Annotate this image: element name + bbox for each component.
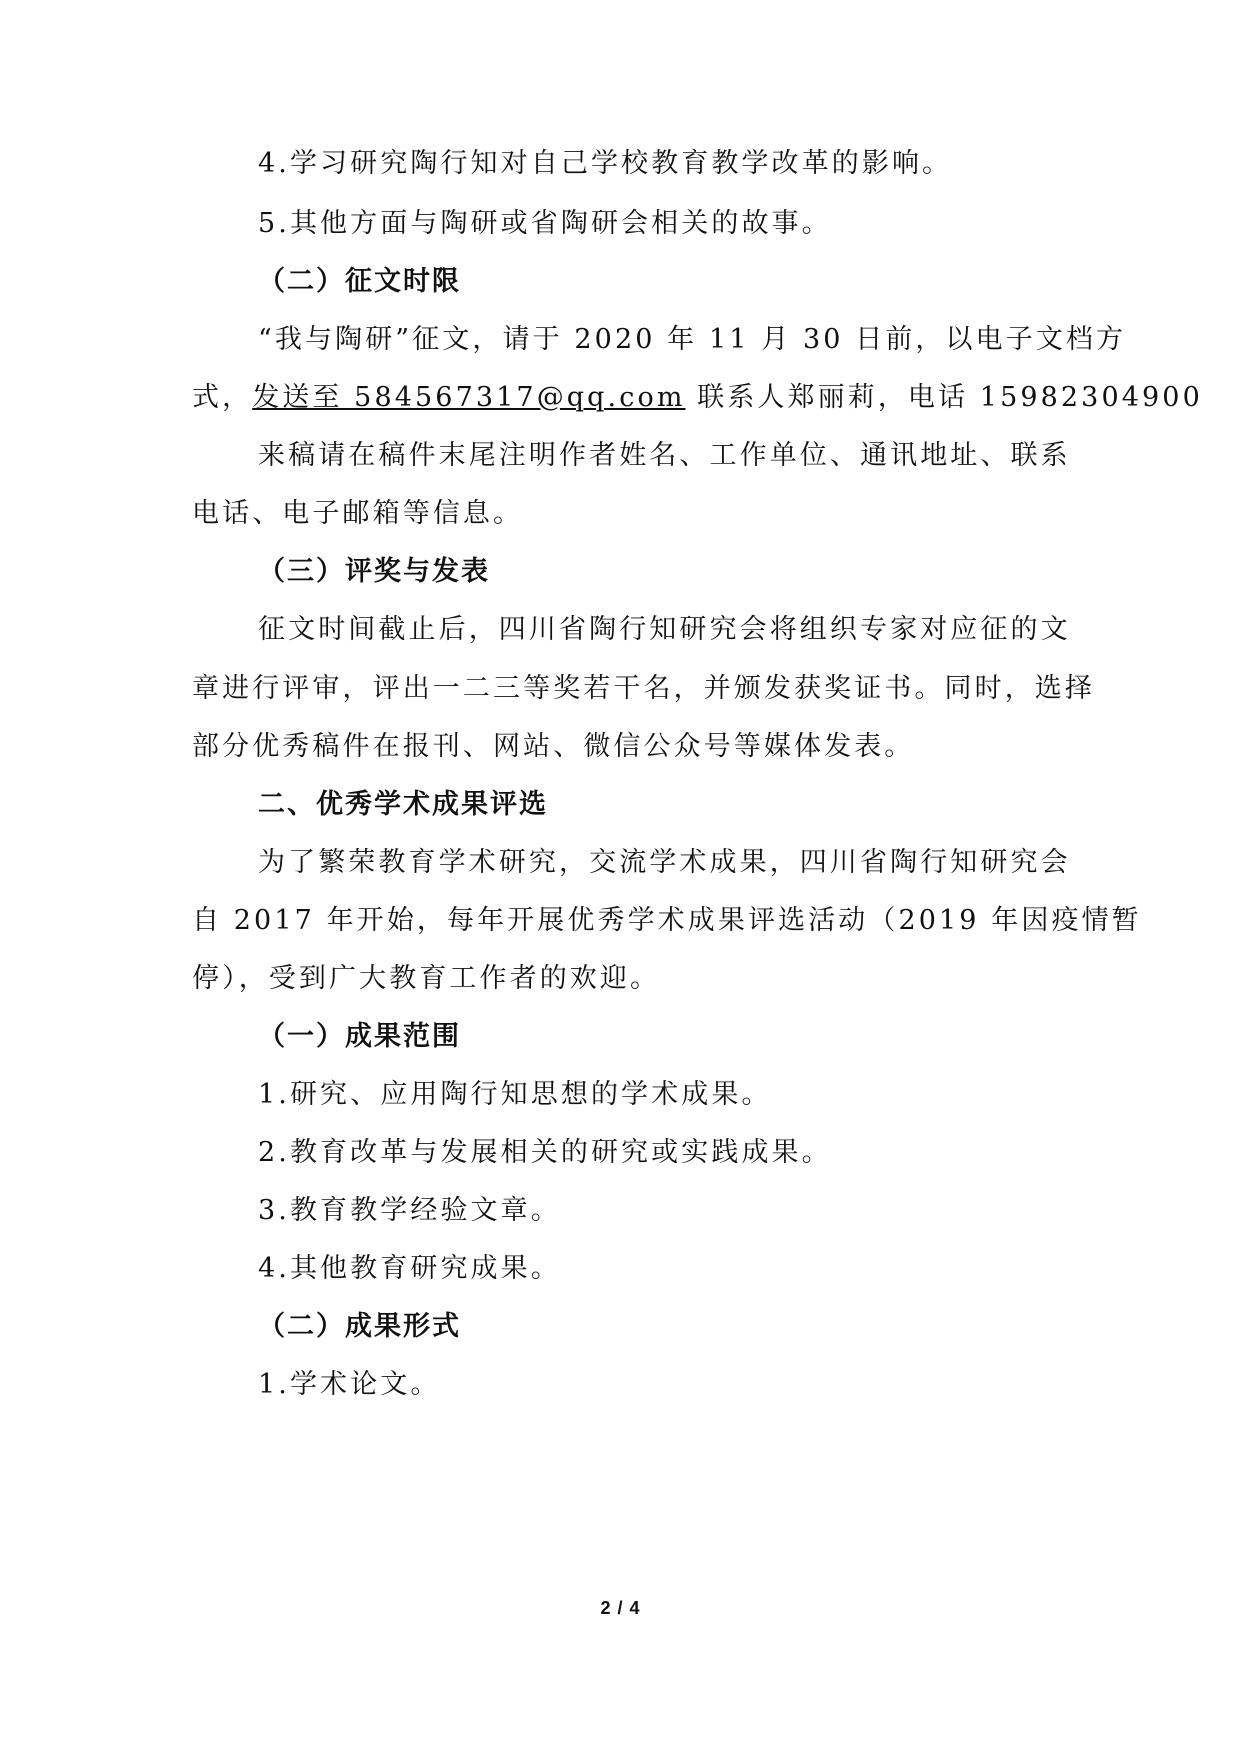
text-fragment: 式，	[192, 382, 253, 413]
paragraph-line: “我与陶研”征文，请于 2020 年 11 月 30 日前，以电子文档方	[258, 324, 1127, 355]
subsection-heading: （三）评奖与发表	[258, 556, 490, 587]
paragraph-line: 部分优秀稿件在报刊、网站、微信公众号等媒体发表。	[192, 731, 915, 762]
list-item: 1.学术论文。	[258, 1369, 441, 1400]
text-fragment: 联系人郑丽莉，电话 15982304900	[685, 382, 1203, 413]
paragraph-line: 停），受到广大教育工作者的欢迎。	[192, 963, 661, 994]
list-item: 5.其他方面与陶研或省陶研会相关的故事。	[258, 208, 832, 239]
paragraph-line: 为了繁荣教育学术研究，交流学术成果，四川省陶行知研究会	[258, 847, 1071, 878]
list-item: 3.教育教学经验文章。	[258, 1195, 561, 1226]
list-item: 4.其他教育研究成果。	[258, 1253, 561, 1284]
subsection-heading: （二）成果形式	[258, 1311, 461, 1342]
paragraph-line: 电话、电子邮箱等信息。	[192, 498, 524, 529]
list-item: 2.教育改革与发展相关的研究或实践成果。	[258, 1137, 832, 1168]
paragraph-line: 自 2017 年开始，每年开展优秀学术成果评选活动（2019 年因疫情暂	[192, 905, 1142, 936]
subsection-heading: （一）成果范围	[258, 1021, 461, 1052]
list-item: 4.学习研究陶行知对自己学校教育教学改革的影响。	[258, 148, 953, 179]
section-heading: 二、优秀学术成果评选	[258, 789, 548, 820]
list-item: 1.研究、应用陶行知思想的学术成果。	[258, 1079, 772, 1110]
paragraph-line: 来稿请在稿件末尾注明作者姓名、工作单位、通讯地址、联系	[258, 440, 1071, 471]
paragraph-line: 章进行评审，评出一二三等奖若干名，并颁发获奖证书。同时，选择	[192, 673, 1095, 704]
email-link[interactable]: 发送至 584567317@qq.com	[252, 382, 686, 413]
subsection-heading: （二）征文时限	[258, 266, 461, 297]
paragraph-line	[192, 381, 1203, 415]
page-number: 2 / 4	[600, 1598, 641, 1618]
paragraph-line: 征文时间截止后，四川省陶行知研究会将组织专家对应征的文	[258, 614, 1071, 645]
